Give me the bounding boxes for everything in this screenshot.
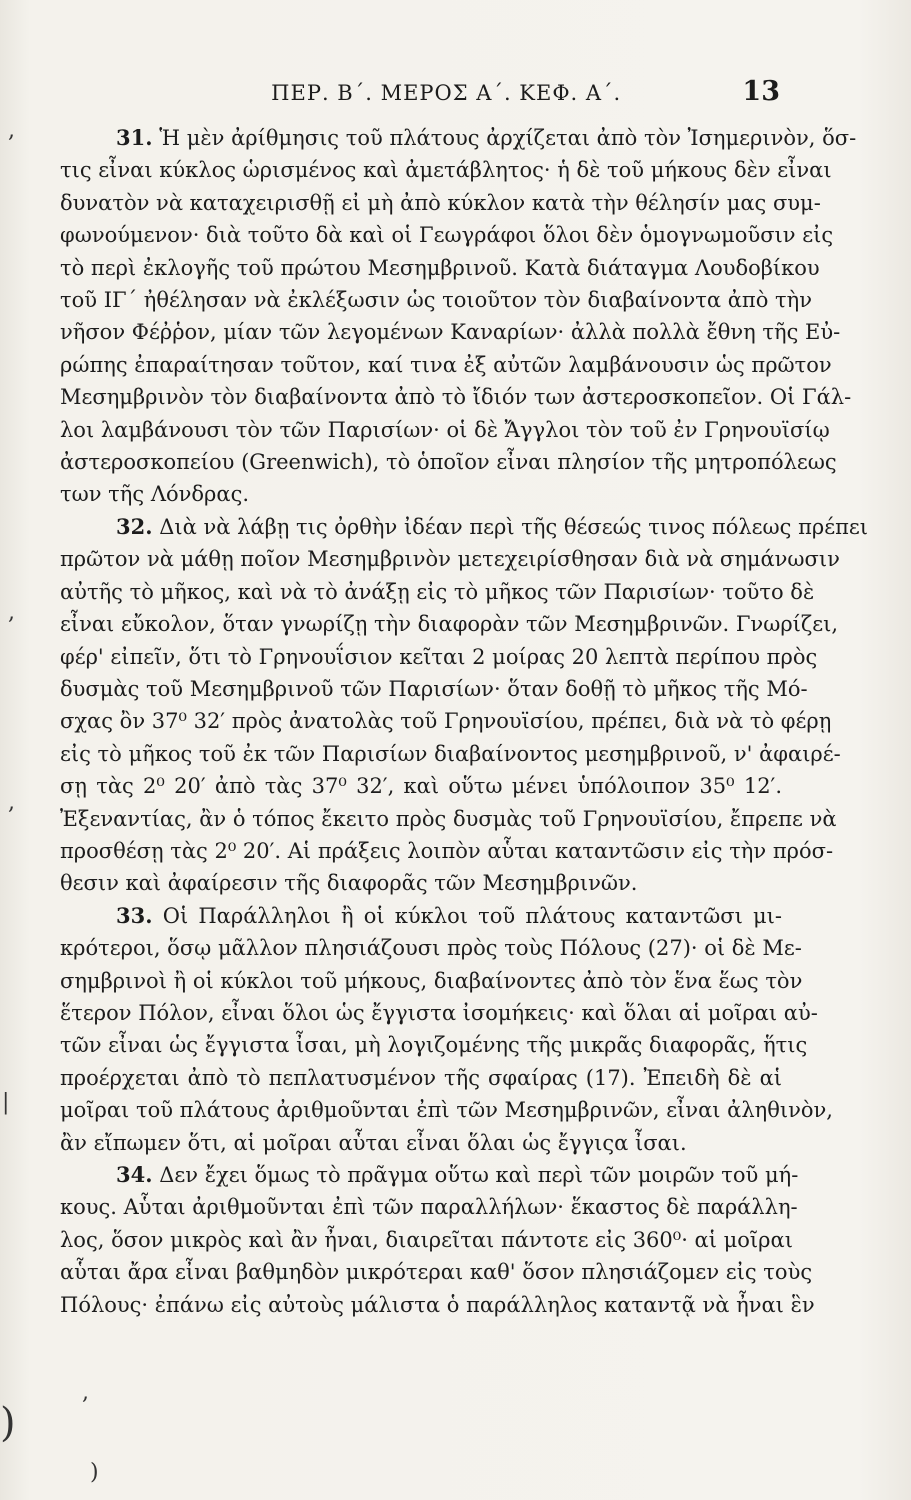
text-line: κους. Αὗται ἀριθμοῦνται ἐπὶ τῶν παραλλήλων· ἕκαστος δὲ παράλλη- (60, 1195, 798, 1220)
text-line: δυσμὰς τοῦ Μεσημβρινοῦ τῶν Παρισίων· ὅταν δοθῇ τὸ μῆκος τῆς Μό- (60, 676, 808, 701)
text-line: των τῆς Λόνδρας. (60, 482, 249, 507)
text-line: εἰς τὸ μῆκος τοῦ ἐκ τῶν Παρισίων διαβαίνοντος μεσημβρινοῦ, ν' ἀφαιρέ- (60, 741, 841, 766)
text-line: τὸ περὶ ἐκλογῆς τοῦ πρώτου Μεσημβρινοῦ. Κατὰ διάταγμα Λουδοβίκου (60, 255, 820, 280)
margin-ink-mark: , (8, 600, 15, 625)
text-line: ἂν εἴπωμεν ὅτι, αἱ μοῖραι αὗται εἶναι ὅλαι ὡς ἔγγιςα ἶσαι. (60, 1130, 687, 1155)
margin-ink-mark: | (2, 1090, 10, 1115)
text-line: τις εἶναι κύκλος ὡρισμένος καὶ ἀμετάβλητος· ἡ δὲ τοῦ μήκους δὲν εἶναι (60, 158, 832, 183)
text-line: Ἐξεναντίας, ἂν ὁ τόπος ἔκειτο πρὸς δυσμὰς τοῦ Γρηνουϊσίου, ἔπρεπε νὰ (60, 806, 837, 831)
text-line: Πόλους· ἐπάνω εἰς αὐτοὺς μάλιστα ὁ παράλληλος καταντᾷ νὰ ἦναι ἓν (60, 1292, 815, 1317)
text-line: δυνατὸν νὰ καταχειρισθῇ εἰ μὴ ἀπὸ κύκλον κατὰ τὴν θέλησίν μας συμ- (60, 190, 821, 215)
text-line: μοῖραι τοῦ πλάτους ἀριθμοῦνται ἐπὶ τῶν Μεσημβρινῶν, εἶναι ἀληθινὸν, (60, 1098, 833, 1123)
paragraph-34 (60, 1159, 815, 1321)
margin-ink-mark: , (8, 790, 15, 815)
text-line: αὗται ἄρα εἶναι βαθμηδὸν μικρότεραι καθ' ὅσον πλησιάζομεν εἰς τοὺς (60, 1260, 813, 1285)
text-line: ρώπης ἐπαραίτησαν τοῦτον, καί τινα ἐξ αὐτῶν λαμβάνουσιν ὡς πρῶτον (60, 352, 832, 377)
text-line: νῆσον Φέῤῥον, μίαν τῶν λεγομένων Καναρίων· ἀλλὰ πολλὰ ἔθνη τῆς Εὐ- (60, 320, 841, 345)
text-line: λος, ὅσον μικρὸς καὶ ἂν ἦναι, διαιρεῖται πάντοτε εἰς 360⁰· αἱ μοῖραι (60, 1227, 793, 1252)
section-number: 31. (116, 125, 153, 150)
text-line: αὐτῆς τὸ μῆκος, καὶ νὰ τὸ ἀνάξῃ εἰς τὸ μῆκος τῶν Παρισίων· τοῦτο δὲ (60, 579, 815, 604)
text-line: 34. Δεν ἔχει ὅμως τὸ πρᾶγμα οὕτω καὶ περὶ τῶν μοιρῶν τοῦ μή- (116, 1162, 799, 1187)
running-head: ΠΕΡ. Β΄. ΜΕΡΟΣ Α΄. ΚΕΦ. Α΄. (271, 81, 622, 105)
text-line: φέρ' εἰπεῖν, ὅτι τὸ Γρηνουΐσιον κεῖται 2 μοίρας 20 λεπτὰ περίπου πρὸς (60, 644, 818, 669)
margin-ink-mark: ) (90, 1460, 99, 1485)
margin-ink-mark: , (8, 118, 15, 143)
text-line: σημβρινοὶ ἢ οἱ κύκλοι τοῦ μήκους, διαβαίνοντες ἀπὸ τὸν ἕνα ἕως τὸν (60, 968, 803, 993)
text-line: ἕτερον Πόλον, εἶναι ὅλοι ὡς ἔγγιστα ἰσομήκεις· καὶ ὅλαι αἱ μοῖραι αὐ- (60, 1000, 818, 1025)
text-line: τοῦ ΙΓ΄ ἠθέλησαν νὰ ἐκλέξωσιν ὡς τοιοῦτον τὸν διαβαίνοντα ἀπὸ τὴν (60, 288, 813, 313)
text-line: προέρχεται ἀπὸ τὸ πεπλατυσμένον τῆς σφαίρας (17). Ἐπειδὴ δὲ αἱ (60, 1065, 782, 1090)
section-number: 34. (116, 1162, 153, 1187)
text-line: σχας ὂν 37⁰ 32′ πρὸς ἀνατολὰς τοῦ Γρηνουϊσίου, πρέπει, διὰ νὰ τὸ φέρῃ (60, 709, 832, 734)
paragraph-33 (60, 900, 833, 1159)
text-line: 32. Διὰ νὰ λάβῃ τις ὀρθὴν ἰδέαν περὶ τῆς θέσεώς τινος πόλεως πρέπει (116, 513, 869, 539)
section-number: 32. (116, 513, 153, 539)
text-line: λοι λαμβάνουσι τὸν τῶν Παρισίων· οἱ δὲ Ἄγγλοι τὸν τοῦ ἐν Γρηνουϊσίῳ (60, 417, 830, 442)
page-number: 13 (742, 76, 780, 107)
text-line: Μεσημβρινὸν τὸν διαβαίνοντα ἀπὸ τὸ ἴδιόν των ἀστεροσκοπεῖον. Οἱ Γάλ- (60, 385, 852, 410)
text-line: 33. Οἱ Παράλληλοι ἢ οἱ κύκλοι τοῦ πλάτους καταντῶσι μι- (116, 902, 782, 928)
text-line: πρῶτον νὰ μάθῃ ποῖον Μεσημβρινὸν μετεχειρίσθησαν διὰ νὰ σημάνωσιν (60, 547, 840, 572)
text-line: ἀστεροσκοπείου (Greenwich), τὸ ὁποῖον εἶναι πλησίον τῆς μητροπόλεως (60, 450, 837, 475)
text-line: προσθέσῃ τὰς 2⁰ 20′. Αἱ πράξεις λοιπὸν αὗται καταντῶσιν εἰς τὴν πρόσ- (60, 838, 834, 863)
section-number: 33. (116, 902, 153, 928)
text-line: 31. Ἡ μὲν ἀρίθμησις τοῦ πλάτους ἀρχίζεται ἀπὸ τὸν Ἰσημερινὸν, ὅσ- (116, 125, 857, 150)
margin-ink-mark: , (82, 1380, 89, 1405)
body-text (60, 122, 869, 1321)
text-line: τῶν εἶναι ὡς ἔγγιστα ἶσαι, μὴ λογιζομένης τῆς μικρᾶς διαφορᾶς, ἥτις (60, 1033, 808, 1058)
text-line: σῃ τὰς 2⁰ 20′ ἀπὸ τὰς 37⁰ 32′, καὶ οὕτω μένει ὑπόλοιπον 35⁰ 12′. (60, 774, 782, 799)
text-line: εἶναι εὔκολον, ὅταν γνωρίζῃ τὴν διαφορὰν τῶν Μεσημβρινῶν. Γνωρίζει, (60, 612, 839, 637)
text-line: φωνούμενον· διὰ τοῦτο δὰ καὶ οἱ Γεωγράφοι ὅλοι δὲν ὁμογνωμοῦσιν εἰς (60, 223, 834, 248)
text-line: κρότεροι, ὅσῳ μᾶλλον πλησιάζουσι πρὸς τοὺς Πόλους (27)· οἱ δὲ Με- (60, 936, 802, 961)
text-line: θεσιν καὶ ἀφαίρεσιν τῆς διαφορᾶς τῶν Μεσημβρινῶν. (60, 871, 638, 896)
paragraph-32 (60, 511, 869, 900)
page-header (60, 76, 780, 107)
paragraph-31 (60, 122, 857, 511)
margin-ink-mark: ) (0, 1400, 16, 1446)
